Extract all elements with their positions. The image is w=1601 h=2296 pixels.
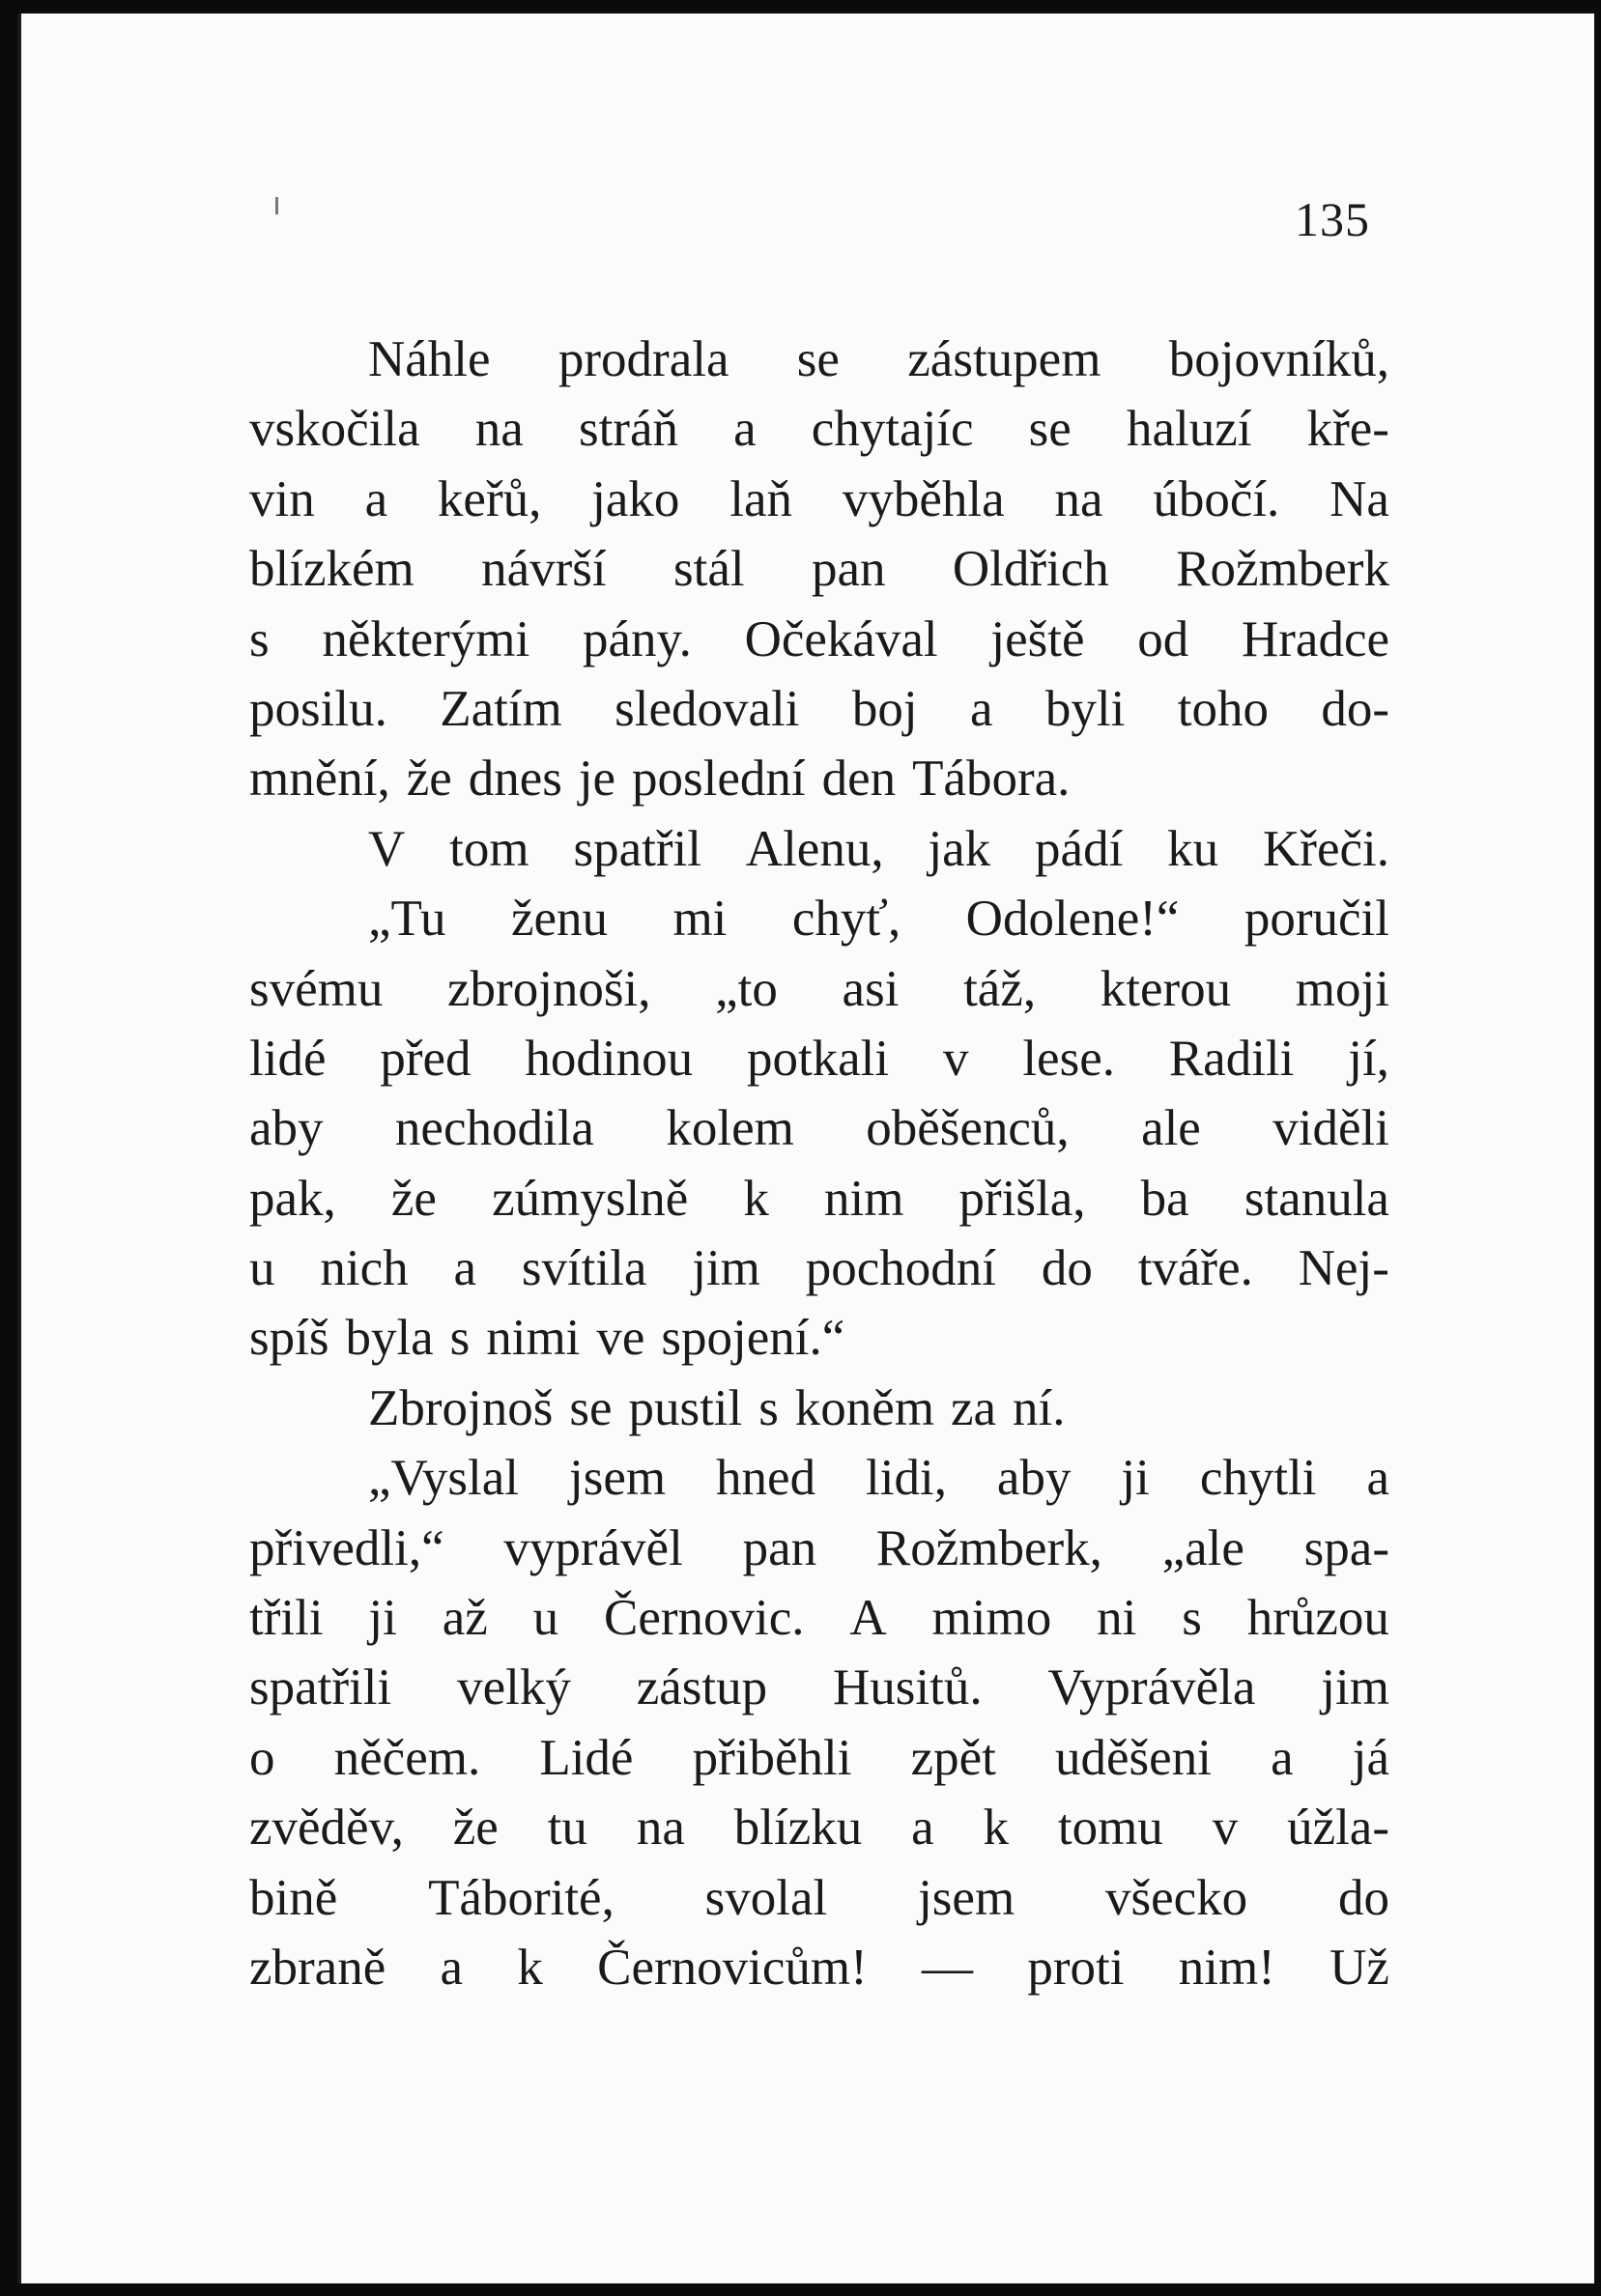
word: Tábora. (912, 751, 1071, 808)
word: hodinou (525, 1030, 694, 1087)
word: Rožmberk, (875, 1519, 1102, 1576)
word: stál (673, 541, 745, 598)
word: jako (591, 470, 680, 527)
word: přivedli,“ (249, 1519, 444, 1576)
word: jak (928, 820, 991, 877)
text-line (249, 1583, 1389, 1653)
word: s (758, 1379, 779, 1436)
word: na (636, 1800, 685, 1857)
text-line (249, 1723, 1389, 1793)
text-line (249, 1443, 1389, 1513)
word: chytajíc (811, 401, 974, 458)
word: dnes (468, 751, 562, 808)
word: poslední (632, 751, 806, 808)
word: Alenu, (745, 820, 884, 877)
word: pak, (249, 1170, 336, 1227)
word: haluzí (1126, 401, 1252, 458)
word: něčem. (333, 1729, 481, 1786)
word: a (364, 470, 388, 527)
word: aby (996, 1450, 1072, 1507)
word: koněm (794, 1379, 935, 1436)
word: na (1054, 470, 1103, 527)
word: Odolene!“ (965, 891, 1180, 948)
word: keřů, (437, 470, 542, 527)
word: posilu. (249, 680, 387, 737)
text-line (249, 954, 1389, 1024)
word: nich (320, 1240, 409, 1297)
word: Hradce (1242, 610, 1389, 667)
word: až (442, 1590, 488, 1647)
text-line (249, 465, 1389, 534)
word: a (1366, 1450, 1389, 1507)
word: ku (1167, 820, 1219, 877)
word: boj (851, 680, 918, 737)
word: některými (322, 610, 530, 667)
word: svému (249, 960, 384, 1017)
word: nim (823, 1170, 904, 1227)
word: stráň (578, 401, 678, 458)
text-line (249, 1233, 1389, 1303)
word: že (452, 1800, 499, 1857)
text-line (249, 1164, 1389, 1233)
word: jsem (918, 1869, 1015, 1926)
word: a (440, 1939, 464, 1996)
word: zbraně (249, 1939, 386, 1996)
word: prodrala (557, 331, 729, 387)
word: a (970, 680, 993, 737)
word: spa- (1303, 1519, 1389, 1576)
word: k (983, 1800, 1009, 1857)
word: ji (1121, 1450, 1150, 1507)
word: spatřili (249, 1659, 392, 1716)
word: uděšeni (1055, 1729, 1212, 1786)
word: do- (1321, 680, 1389, 737)
word: Oldřich (952, 541, 1109, 598)
word: Táborité, (428, 1869, 615, 1926)
text-line (249, 1863, 1389, 1933)
word: pochodní (805, 1240, 996, 1297)
word: Náhle (368, 331, 491, 387)
word: laň (729, 470, 793, 527)
word: „Tu (368, 891, 446, 948)
word: a (733, 401, 757, 458)
word: proti (1027, 1939, 1125, 1996)
word: Lidé (539, 1729, 634, 1786)
scan-mark (275, 197, 278, 214)
word: chytli (1199, 1450, 1317, 1507)
word: viděli (1272, 1100, 1389, 1157)
word: „to (715, 960, 778, 1017)
word: ji (368, 1590, 397, 1647)
word: u (532, 1590, 559, 1647)
word: „Vyslal (368, 1450, 520, 1507)
word: mi (672, 891, 728, 948)
word: já (1352, 1729, 1389, 1786)
word: a (911, 1800, 934, 1857)
word: k (517, 1939, 543, 1996)
word: A (849, 1590, 887, 1647)
text-line (249, 1933, 1389, 2002)
word: úžla- (1287, 1800, 1389, 1857)
word: vyprávěl (503, 1519, 683, 1576)
word: blízkém (249, 541, 415, 598)
word: chyť, (791, 891, 901, 948)
word: návrší (481, 541, 607, 598)
word: vyběhla (842, 470, 1005, 527)
word: kterou (1100, 960, 1232, 1017)
word: do (1041, 1240, 1093, 1297)
word: Na (1329, 470, 1389, 527)
text-line (249, 1374, 1389, 1443)
word: Nej- (1298, 1240, 1389, 1297)
word: aby (249, 1100, 324, 1157)
word: táž, (963, 960, 1037, 1017)
word: oběšenců, (866, 1100, 1070, 1157)
word: pány. (582, 610, 692, 667)
word: pádí (1035, 820, 1124, 877)
text-line (249, 814, 1389, 884)
word: ještě (990, 610, 1085, 667)
word: do (1338, 1869, 1389, 1926)
word: bině (249, 1869, 338, 1926)
word: přišla, (958, 1170, 1086, 1227)
word: kře- (1306, 401, 1389, 458)
word: tom (449, 820, 529, 877)
word: všecko (1105, 1869, 1248, 1926)
word: moji (1295, 960, 1389, 1017)
word: Vyprávěla (1047, 1659, 1256, 1716)
word: stanula (1244, 1170, 1389, 1227)
word: svítila (521, 1240, 647, 1297)
word: Černovicům! (597, 1939, 868, 1996)
word: s (449, 1310, 471, 1367)
word: byla (345, 1310, 434, 1367)
word: tomu (1057, 1800, 1163, 1857)
word: nechodila (394, 1100, 594, 1157)
word: že (390, 1170, 437, 1227)
text-line (249, 1793, 1389, 1862)
word: třili (249, 1590, 324, 1647)
word: mnění, (249, 751, 390, 808)
word: Křeči. (1263, 820, 1389, 877)
word: k (743, 1170, 769, 1227)
word: u (249, 1240, 275, 1297)
word: zpět (910, 1729, 996, 1786)
text-line (249, 605, 1389, 674)
word: Husitů. (833, 1659, 983, 1716)
word: před (380, 1030, 472, 1087)
word: se (1028, 401, 1072, 458)
word: ve (596, 1310, 645, 1367)
word: nimi (486, 1310, 581, 1367)
page-number: 135 (1295, 192, 1370, 246)
word: asi (842, 960, 900, 1017)
word: ni (1097, 1590, 1137, 1647)
text-line (249, 1093, 1389, 1163)
text-line (249, 325, 1389, 394)
body-text (249, 325, 1389, 2002)
word: v (1212, 1800, 1239, 1857)
word: pan (812, 541, 886, 598)
word: úbočí. (1153, 470, 1280, 527)
word: přiběhli (692, 1729, 852, 1786)
word: je (578, 751, 616, 808)
word: mimo (931, 1590, 1052, 1647)
word: svolal (704, 1869, 828, 1926)
word: že (406, 751, 452, 808)
word: sledovali (615, 680, 800, 737)
word: Očekával (744, 610, 938, 667)
word: Radili (1168, 1030, 1295, 1087)
text-line (249, 674, 1389, 744)
word: zbrojnoši, (447, 960, 651, 1017)
word: a (1271, 1729, 1294, 1786)
text-line (249, 394, 1389, 464)
word: tu (547, 1800, 587, 1857)
word: hned (716, 1450, 816, 1507)
word: „ale (1161, 1519, 1244, 1576)
book-page (17, 14, 1594, 2283)
word: — (922, 1939, 974, 1996)
word: velký (457, 1659, 571, 1716)
word: Zatím (440, 680, 562, 737)
text-line (249, 1024, 1389, 1093)
word: Rožmberk (1176, 541, 1389, 598)
word: spojení.“ (661, 1310, 845, 1367)
text-line (249, 744, 1389, 813)
word: den (821, 751, 897, 808)
word: spatřil (573, 820, 701, 877)
word: blízku (733, 1800, 863, 1857)
word: a (453, 1240, 476, 1297)
word: v (942, 1030, 969, 1087)
word: toho (1177, 680, 1269, 737)
word: s (1182, 1590, 1202, 1647)
word: se (796, 331, 840, 387)
word: potkali (746, 1030, 890, 1087)
text-line (249, 1653, 1389, 1722)
word: nim! (1178, 1939, 1275, 1996)
word: zúmyslně (492, 1170, 689, 1227)
word: kolem (666, 1100, 794, 1157)
text-line (249, 884, 1389, 953)
word: V (368, 820, 406, 877)
word: lese. (1022, 1030, 1115, 1087)
word: lidi, (866, 1450, 947, 1507)
word: se (569, 1379, 613, 1436)
word: ale (1141, 1100, 1201, 1157)
word: vin (249, 470, 315, 527)
word: jí, (1348, 1030, 1389, 1087)
word: byli (1044, 680, 1126, 737)
word: poručil (1244, 891, 1389, 948)
word: od (1137, 610, 1189, 667)
word: na (474, 401, 524, 458)
word: ženu (510, 891, 609, 948)
word: za (951, 1379, 997, 1436)
word: bojovníků, (1168, 331, 1389, 387)
word: Černovic. (604, 1590, 805, 1647)
word: ba (1140, 1170, 1189, 1227)
word: Zbrojnoš (368, 1379, 554, 1436)
word: pan (742, 1519, 817, 1576)
word: spíš (249, 1310, 329, 1367)
word: hrůzou (1246, 1590, 1389, 1647)
word: tváře. (1137, 1240, 1253, 1297)
word: ní. (1013, 1379, 1066, 1436)
word: s (249, 610, 270, 667)
text-line (249, 534, 1389, 604)
word: jsem (568, 1450, 667, 1507)
word: vskočila (249, 401, 420, 458)
text-line (249, 1303, 1389, 1373)
word: o (249, 1729, 275, 1786)
word: lidé (249, 1030, 327, 1087)
text-line (249, 1514, 1389, 1583)
word: zvěděv, (249, 1800, 404, 1857)
word: Už (1329, 1939, 1389, 1996)
word: jim (1321, 1659, 1389, 1716)
word: pustil (628, 1379, 743, 1436)
word: zástupem (907, 331, 1101, 387)
word: zástup (636, 1659, 768, 1716)
word: jim (692, 1240, 760, 1297)
